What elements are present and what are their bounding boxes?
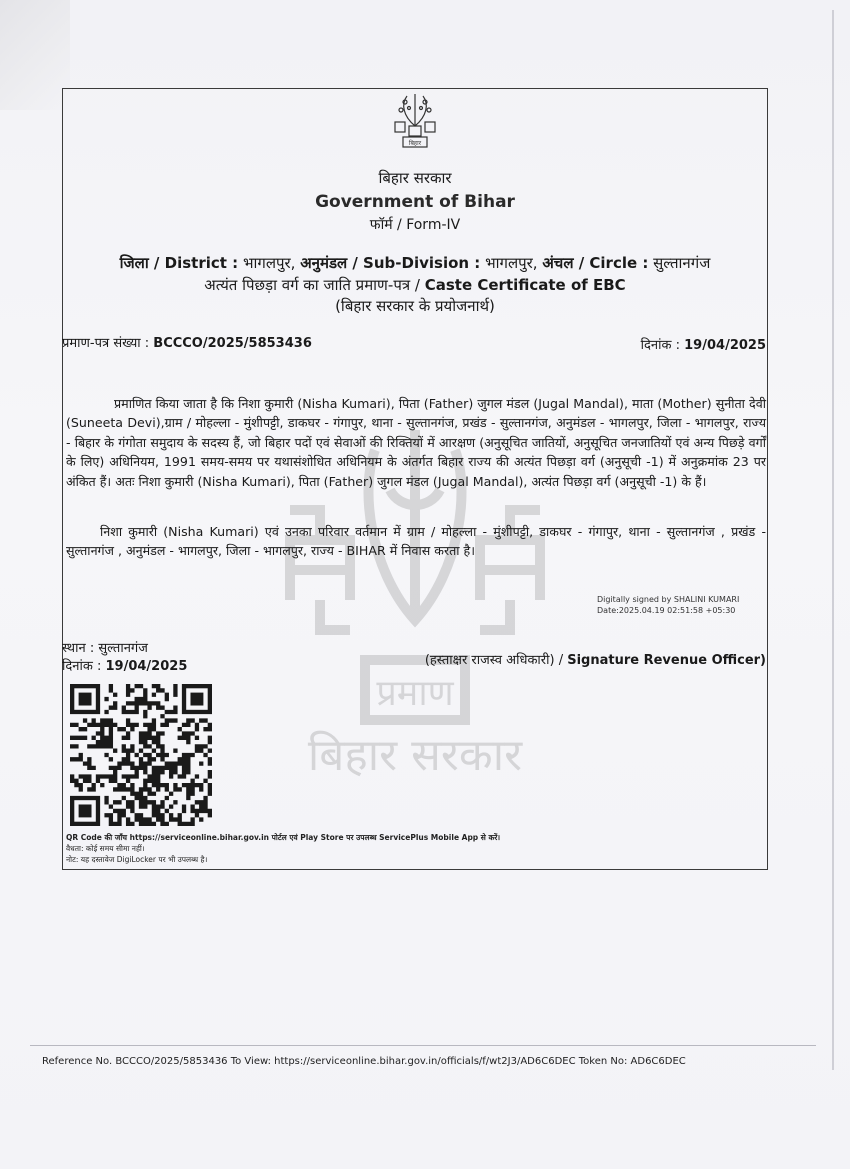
- digital-signature-signer: Digitally signed by SHALINI KUMARI: [597, 595, 740, 604]
- page-corner-fold: [0, 0, 70, 110]
- circle-label: अंचल / Circle :: [542, 254, 649, 272]
- issue-date: [62, 656, 187, 674]
- form-number: फॉर्म / Form-IV: [369, 217, 461, 233]
- certificate-number-value: BCCCO/2025/5853436: [153, 336, 312, 351]
- govt-name-hindi: बिहार सरकार: [378, 169, 452, 187]
- subdivision-value: भागलपुर,: [485, 254, 538, 272]
- qr-verification-note: QR Code की जाँच https://serviceonline.bihar.gov.in पोर्टल एवं Play Store पर उपलब्ध ServicePlus Mobile App से करें।: [66, 833, 501, 842]
- caste-title-english: Caste Certificate of EBC: [424, 276, 626, 294]
- certificate-number: [62, 333, 312, 351]
- place-of-issue: [62, 638, 148, 656]
- signature-hindi: (हस्ताक्षर राजस्व अधिकारी) /: [424, 653, 564, 668]
- digital-signature-date: Date:2025.04.19 02:51:58 +05:30: [597, 606, 736, 615]
- place-value: सुल्तानगंज: [98, 641, 148, 656]
- govt-name-english: Government of Bihar: [315, 192, 515, 212]
- place-label: स्थान :: [62, 641, 95, 656]
- circle-value: सुल्तानगंज: [653, 254, 711, 272]
- caste-certificate-title: [62, 275, 768, 295]
- watermark-stamp-text: प्रमाण: [376, 673, 454, 714]
- certificate-purpose: (बिहार सरकार के प्रयोजनार्थ): [335, 297, 495, 315]
- qr-finder-pattern: [72, 686, 98, 712]
- caste-title-hindi: अत्यंत पिछड़ा वर्ग का जाति प्रमाण-पत्र /: [204, 276, 420, 294]
- page-edge: [832, 10, 834, 1070]
- location-line: [62, 253, 768, 273]
- subdivision-label: अनुमंडल / Sub-Division :: [300, 254, 481, 272]
- certificate-date-label: दिनांक :: [640, 338, 680, 353]
- district-label: जिला / District :: [119, 254, 239, 272]
- emblem-text: बिहार: [408, 140, 422, 147]
- watermark-state-text: बिहार सरकार: [307, 730, 523, 781]
- certificate-date: [641, 335, 766, 353]
- reference-line: Reference No. BCCCO/2025/5853436 To View: https://serviceonline.bihar.gov.in/officials/f/wt2J3/AD6C6DEC Token No: AD6C6DEC: [42, 1056, 686, 1067]
- certification-paragraph: प्रमाणित किया जाता है कि निशा कुमारी (Nisha Kumari), पिता (Father) जुगल मंडल (Jugal Mandal), माता (Mother) सुनीता देवी (Suneeta Devi),ग्राम / मोहल्ला - मुंशीपट्टी, डाकघर - गंगापुर, थाना - सुल्तानगंज, प्रखंड - सुल्तानगंज, अनुमंडल - भागलपुर, जिला - भागलपुर, राज्य - बिहार के गंगोता समुदाय के सदस्य हैं, जो बिहार पदों एवं सेवाओं की रिक्तियों में आरक्षण (अनुसूचित जातियों, अनुसूचित जनजातियों एवं अन्य पिछड़े वर्गों के लिए) अधिनियम, 1991 समय-समय पर यथासंशोधित अधिनियम के अंतर्गत बिहार राज्य की अत्यंत पिछड़ा वर्ग (अनुसूची -1) में अनुक्रमांक 23 पर अंकित हैं। अतः निशा कुमारी (Nisha Kumari), पिता (Father) जुगल मंडल (Jugal Mandal), अत्यंत पिछड़ा वर्ग (अनुसूची -1) के हैं।: [66, 396, 766, 489]
- certificate-date-value: 19/04/2025: [684, 338, 766, 353]
- digital-signature-block: [597, 594, 739, 616]
- qr-finder-pattern: [72, 798, 98, 824]
- issue-date-value: 19/04/2025: [105, 659, 188, 674]
- signature-caption: [425, 650, 766, 668]
- qr-code: [70, 684, 212, 826]
- issue-date-label: दिनांक :: [62, 659, 102, 674]
- validity-note: वैधता: कोई समय सीमा नहीं।: [66, 844, 145, 853]
- residence-paragraph: निशा कुमारी (Nisha Kumari) एवं उनका परिवार वर्तमान में ग्राम / मोहल्ला - मुंशीपट्टी, डाकघर - गंगापुर, थाना - सुल्तानगंज , प्रखंड - सुल्तानगंज , अनुमंडल - भागलपुर, जिला - भागलपुर, राज्य - BIHAR में निवास करता है।: [66, 524, 766, 559]
- certificate-number-label: प्रमाण-पत्र संख्या :: [62, 336, 150, 351]
- district-value: भागलपुर,: [242, 254, 296, 272]
- qr-finder-pattern: [184, 686, 210, 712]
- reference-divider: [30, 1045, 816, 1046]
- bihar-emblem-logo: [387, 90, 443, 150]
- qr-notes: [66, 832, 500, 865]
- digilocker-note: नोट: यह दस्तावेज DigiLocker पर भी उपलब्ध है।: [66, 855, 208, 864]
- signature-english: Signature Revenue Officer): [567, 653, 766, 668]
